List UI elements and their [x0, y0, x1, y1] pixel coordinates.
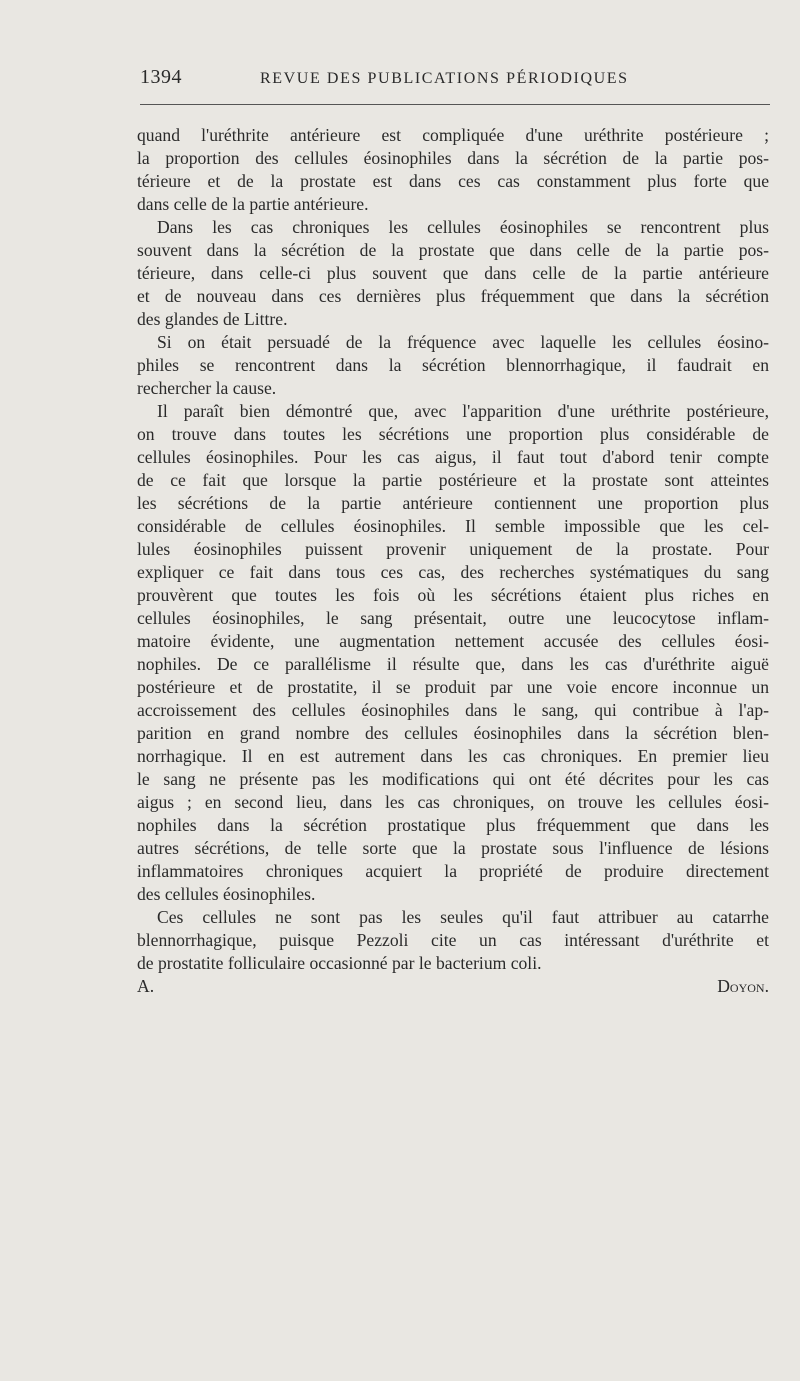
text-line: nophiles. De ce parallélisme il résulte que, dans les cas d'uréthrite aiguë [137, 654, 769, 674]
text-line: blennorrhagique, puisque Pezzoli cite un cas intéressant d'uréthrite et [137, 930, 769, 950]
text-line: rechercher la cause. [137, 378, 277, 398]
text-line: considérable de cellules éosinophiles. Il semble impossible que les cel- [137, 516, 769, 536]
paragraph [137, 216, 769, 331]
text-line: Si on était persuadé de la fréquence avec laquelle les cellules éosino- [157, 332, 769, 352]
text-line: de prostatite folliculaire occasionné par le bacterium coli. [137, 953, 542, 973]
text-line: des cellules éosinophiles. [137, 884, 316, 904]
text-line: Dans les cas chroniques les cellules éosinophiles se rencontrent plus [157, 217, 769, 237]
text-line: lules éosinophiles puissent provenir uniquement de la prostate. Pour [137, 539, 769, 559]
text-line: philes se rencontrent dans la sécrétion blennorrhagique, il faudrait en [137, 355, 769, 375]
paragraph [137, 906, 769, 975]
text-line: inflammatoires chroniques acquiert la propriété de produire directement [137, 861, 769, 881]
text-line: postérieure et de prostatite, il se produit par une voie encore inconnue un [137, 677, 769, 697]
text-line: les sécrétions de la partie antérieure contiennent une proportion plus [137, 493, 769, 513]
text-line: nophiles dans la sécrétion prostatique plus fréquemment que dans les [137, 815, 769, 835]
article-body [137, 124, 769, 998]
text-line: Ces cellules ne sont pas les seules qu'il faut attribuer au catarrhe [157, 907, 769, 927]
page-header [140, 66, 770, 96]
text-line: parition en grand nombre des cellules éosinophiles dans la sécrétion blen- [137, 723, 769, 743]
text-line: des glandes de Littre. [137, 309, 288, 329]
text-line: souvent dans la sécrétion de la prostate que dans celle de la partie pos- [137, 240, 769, 260]
header-rule [140, 104, 770, 105]
text-line: de ce fait que lorsque la partie postérieure et la prostate sont atteintes [137, 470, 769, 490]
text-line: la proportion des cellules éosinophiles dans la sécrétion de la partie pos- [137, 148, 769, 168]
text-line: le sang ne présente pas les modifications qui ont été décrites pour les cas [137, 769, 769, 789]
text-line: cellules éosinophiles, le sang présentait, outre une leucocytose inflam- [137, 608, 769, 628]
page-number: 1394 [140, 66, 182, 88]
text-line: dans celle de la partie antérieure. [137, 194, 369, 214]
text-line: cellules éosinophiles. Pour les cas aigus, il faut tout d'abord tenir compte [137, 447, 769, 467]
author-signature: A. Doyon. [137, 976, 769, 996]
text-line: térieure, dans celle-ci plus souvent que dans celle de la partie antérieure [137, 263, 769, 283]
running-head: REVUE DES PUBLICATIONS PÉRIODIQUES [260, 70, 629, 87]
paragraph [137, 400, 769, 906]
text-line: aigus ; en second lieu, dans les cas chroniques, on trouve les cellules éosi- [137, 792, 769, 812]
text-line: norrhagique. Il en est autrement dans les cas chroniques. En premier lieu [137, 746, 769, 766]
text-line: autres sécrétions, de telle sorte que la prostate sous l'influence de lésions [137, 838, 769, 858]
text-line: matoire évidente, une augmentation nettement accusée des cellules éosi- [137, 631, 769, 651]
text-line: accroissement des cellules éosinophiles dans le sang, qui contribue à l'ap- [137, 700, 769, 720]
paragraph [137, 331, 769, 400]
text-line: prouvèrent que toutes les fois où les sécrétions étaient plus riches en [137, 585, 769, 605]
text-line: on trouve dans toutes les sécrétions une proportion plus considérable de [137, 424, 769, 444]
text-line: Il paraît bien démontré que, avec l'apparition d'une uréthrite postérieure, [157, 401, 769, 421]
text-line: quand l'uréthrite antérieure est compliquée d'une uréthrite postérieure ; [137, 125, 769, 145]
text-line: térieure et de la prostate est dans ces cas constamment plus forte que [137, 171, 769, 191]
text-line: et de nouveau dans ces dernières plus fréquemment que dans la sécrétion [137, 286, 769, 306]
text-line: expliquer ce fait dans tous ces cas, des recherches systématiques du sang [137, 562, 769, 582]
paragraph [137, 124, 769, 216]
